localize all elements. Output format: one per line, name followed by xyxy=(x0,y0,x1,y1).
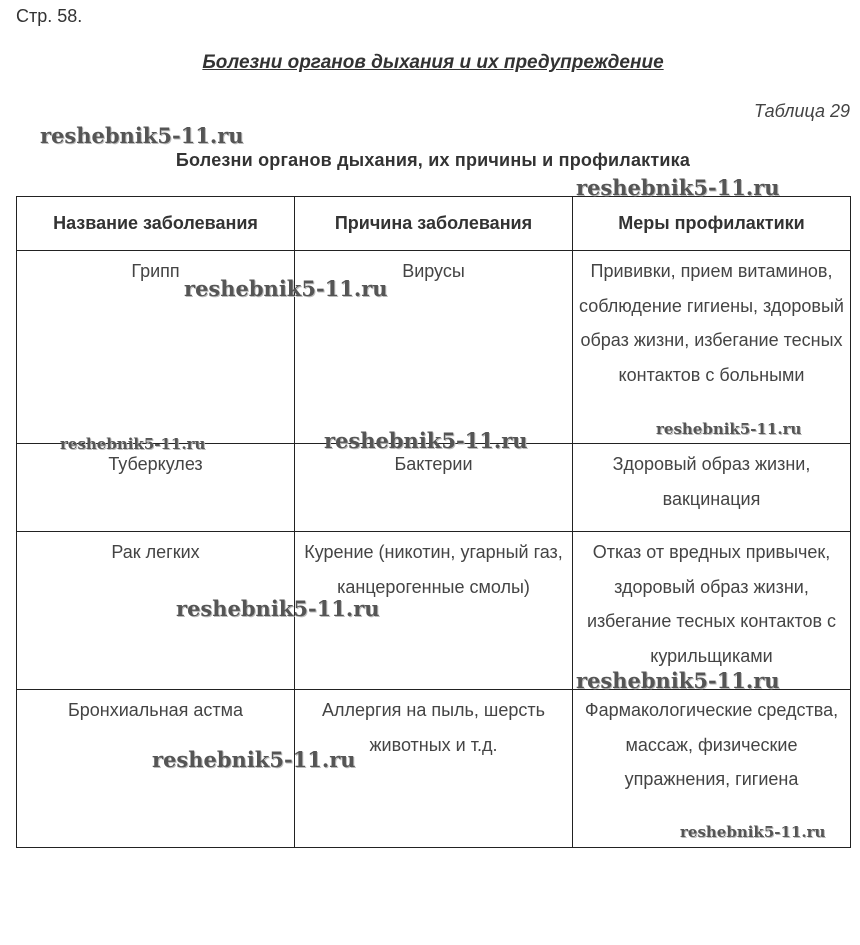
column-header: Меры профилактики xyxy=(573,197,851,251)
watermark: reshebnik5-11.ru xyxy=(152,747,356,772)
prevention-cell xyxy=(573,444,851,532)
watermark: reshebnik5-11.ru xyxy=(176,596,380,621)
section-title: Болезни органов дыхания и их предупреждение xyxy=(202,52,664,73)
disease-name: Туберкулез xyxy=(108,454,203,474)
prevention-cell xyxy=(573,251,851,444)
table-row xyxy=(17,251,851,444)
prevention-measures: Фармакологические средства, массаж, физические упражнения, гигиена xyxy=(584,700,839,789)
page-number: Стр. 58. xyxy=(16,6,83,26)
watermark: reshebnik5-11.ru xyxy=(40,123,244,148)
cause-cell xyxy=(295,444,573,532)
diseases-table xyxy=(16,196,851,848)
disease-cause: Аллергия на пыль, шерсть животных и т.д. xyxy=(321,700,545,755)
watermark: reshebnik5-11.ru xyxy=(324,428,528,453)
disease-name: Рак легких xyxy=(111,542,200,562)
watermark: reshebnik5-11.ru xyxy=(680,823,826,841)
prevention-measures: Отказ от вредных привычек, здоровый образ жизни, избегание тесных контактов с курильщиками xyxy=(586,542,837,666)
watermark: reshebnik5-11.ru xyxy=(576,668,780,693)
column-header: Причина заболевания xyxy=(295,197,573,251)
prevention-measures: Прививки, прием витаминов, соблюдение гигиены, здоровый образ жизни, избегание тесных контактов с больными xyxy=(579,261,844,385)
watermark: reshebnik5-11.ru xyxy=(576,175,780,200)
disease-cause: Бактерии xyxy=(394,454,473,474)
disease-name: Бронхиальная астма xyxy=(67,700,244,720)
table-header-row xyxy=(17,197,851,251)
prevention-measures: Здоровый образ жизни, вакцинация xyxy=(612,454,811,509)
column-header: Название заболевания xyxy=(17,197,295,251)
disease-cause: Курение (никотин, угарный газ, канцерогенные смолы) xyxy=(304,542,563,597)
disease-name: Грипп xyxy=(131,261,180,281)
table-title: Болезни органов дыхания, их причины и профилактика xyxy=(175,150,691,170)
watermark: reshebnik5-11.ru xyxy=(184,276,388,301)
table-row xyxy=(17,444,851,532)
table-row xyxy=(17,532,851,690)
table-number: Таблица 29 xyxy=(753,101,850,121)
watermark: reshebnik5-11.ru xyxy=(60,435,206,453)
disease-cell xyxy=(17,444,295,532)
disease-cause: Вирусы xyxy=(402,261,465,281)
prevention-cell xyxy=(573,532,851,690)
watermark: reshebnik5-11.ru xyxy=(656,420,802,438)
